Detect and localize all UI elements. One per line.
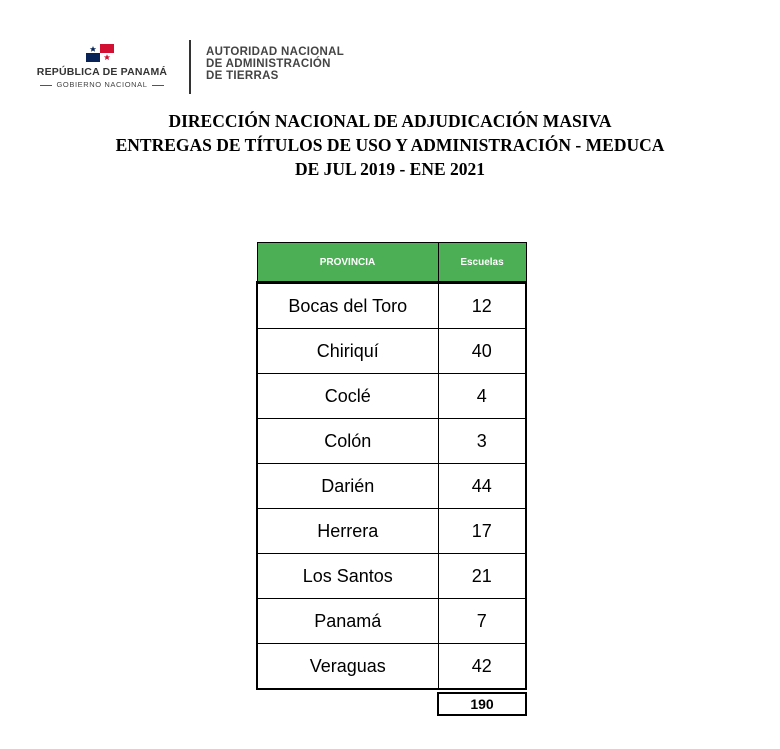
cell-provincia: Coclé bbox=[257, 374, 438, 419]
table-row bbox=[257, 599, 526, 644]
cell-escuelas: 40 bbox=[438, 329, 526, 374]
cell-provincia: Chiriquí bbox=[257, 329, 438, 374]
total-cell: 190 bbox=[437, 692, 527, 716]
table-row bbox=[257, 283, 526, 329]
authority-line: DE ADMINISTRACIÓN bbox=[206, 58, 331, 70]
table-header-row bbox=[257, 243, 526, 283]
republic-name: REPÚBLICA DE PANAMÁ bbox=[36, 66, 168, 78]
table-row bbox=[257, 464, 526, 509]
document-title bbox=[0, 109, 780, 181]
cell-provincia: Colón bbox=[257, 419, 438, 464]
cell-escuelas: 7 bbox=[438, 599, 526, 644]
table-row bbox=[257, 644, 526, 690]
title-line: ENTREGAS DE TÍTULOS DE USO Y ADMINISTRACIÓN - MEDUCA bbox=[115, 135, 665, 155]
schools-table bbox=[256, 242, 527, 690]
authority-line: DE TIERRAS bbox=[206, 70, 279, 82]
cell-provincia: Herrera bbox=[257, 509, 438, 554]
cell-provincia: Bocas del Toro bbox=[257, 283, 438, 329]
authority-line: AUTORIDAD NACIONAL bbox=[206, 46, 345, 58]
cell-provincia: Panamá bbox=[257, 599, 438, 644]
table-row bbox=[257, 509, 526, 554]
cell-escuelas: 17 bbox=[438, 509, 526, 554]
cell-escuelas: 3 bbox=[438, 419, 526, 464]
cell-escuelas: 4 bbox=[438, 374, 526, 419]
table-row bbox=[257, 329, 526, 374]
cell-escuelas: 12 bbox=[438, 283, 526, 329]
header-escuelas: Escuelas bbox=[438, 243, 526, 283]
cell-provincia: Darién bbox=[257, 464, 438, 509]
cell-escuelas: 42 bbox=[438, 644, 526, 690]
cell-provincia: Veraguas bbox=[257, 644, 438, 690]
cell-provincia: Los Santos bbox=[257, 554, 438, 599]
cell-escuelas: 44 bbox=[438, 464, 526, 509]
logo-divider bbox=[189, 40, 191, 94]
header-provincia: PROVINCIA bbox=[257, 243, 438, 283]
government-name bbox=[28, 80, 176, 89]
table-row bbox=[257, 419, 526, 464]
logo-block bbox=[28, 40, 388, 96]
title-line: DIRECCIÓN NACIONAL DE ADJUDICACIÓN MASIVA bbox=[168, 111, 612, 131]
table-row bbox=[257, 554, 526, 599]
cell-escuelas: 21 bbox=[438, 554, 526, 599]
title-line: DE JUL 2019 - ENE 2021 bbox=[294, 159, 486, 179]
authority-name bbox=[206, 46, 344, 82]
government-label: GOBIERNO NACIONAL bbox=[56, 80, 148, 89]
table-row bbox=[257, 374, 526, 419]
panama-flag-icon bbox=[86, 44, 114, 62]
